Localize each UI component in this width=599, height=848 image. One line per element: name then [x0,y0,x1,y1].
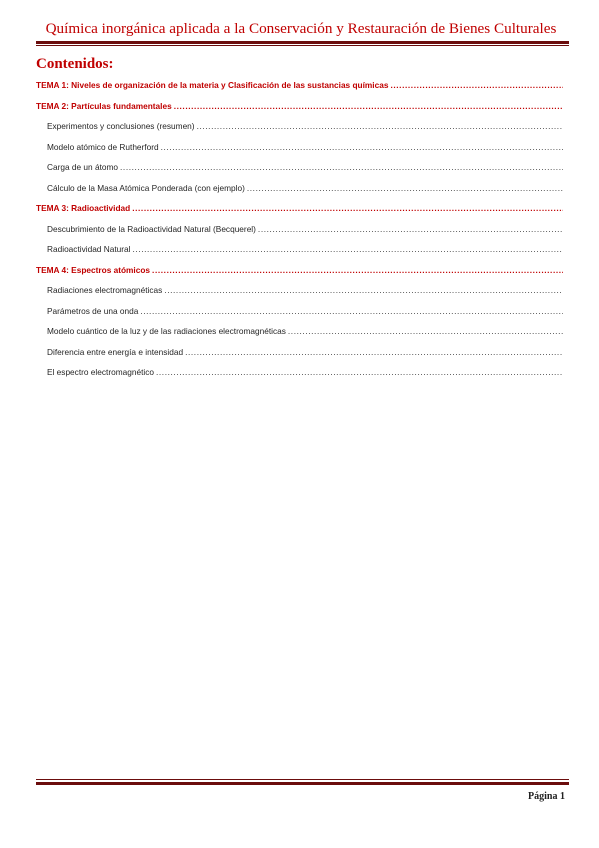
toc-entry-label: Carga de un átomo [47,162,119,172]
toc-entry-modelo-cuantico[interactable] [36,326,563,347]
toc-leader-dots [132,244,563,254]
toc-entry-label: Modelo atómico de Rutherford [47,141,159,152]
toc-entry-becquerel[interactable] [36,224,563,245]
toc-leader-dots [197,121,563,131]
footer-rule-thick [36,782,569,785]
toc-entry-label: Descubrimiento de la Radioactividad Natural (Becquerel) [47,223,256,234]
toc-entry-rutherford[interactable] [36,142,563,163]
toc-leader-dots [120,162,563,172]
toc-entry-label: TEMA 3: Radioactividad [36,203,131,213]
toc-entry-experimentos[interactable] [36,121,563,142]
toc-entry-tema-1[interactable] [36,80,563,101]
toc-leader-dots [164,285,563,295]
toc-entry-label: El espectro electromagnético [47,367,154,377]
toc-entry-radiaciones[interactable] [36,285,563,306]
toc-leader-dots [132,203,563,213]
toc-list [36,80,563,388]
toc-leader-dots [185,347,563,357]
toc-entry-tema-2[interactable] [36,101,563,122]
toc-leader-dots [390,80,563,90]
toc-entry-espectro[interactable] [36,367,563,388]
page-header-title: Química inorgánica aplicada a la Conservación y Restauración de Bienes Culturales [45,20,557,37]
toc-entry-tema-4[interactable] [36,265,563,286]
toc-leader-dots [247,183,563,193]
toc-entry-label: TEMA 4: Espectros atómicos [36,264,151,275]
footer-page-number: Página 1 [528,791,565,802]
toc-entry-label: Radioactividad Natural [47,244,131,254]
toc-entry-label: TEMA 2: Partículas fundamentales [36,100,172,111]
toc-leader-dots [156,367,563,377]
toc-leader-dots [140,306,563,316]
toc-leader-dots [174,101,563,111]
footer-rule-thin [36,779,569,780]
toc-leader-dots [161,142,563,152]
toc-entry-label: Parámetros de una onda [47,305,139,316]
header-rule-thin [36,45,569,46]
toc-leader-dots [152,265,563,275]
toc-heading: Contenidos: [36,56,114,72]
toc-leader-dots [288,326,563,336]
toc-entry-tema-3[interactable] [36,203,563,224]
toc-entry-radioactividad-natural[interactable] [36,244,563,265]
toc-entry-label: TEMA 1: Niveles de organización de la materia y Clasificación de las sustancias químicas [36,80,389,90]
header-rule-thick [36,41,569,44]
toc-entry-energia-intensidad[interactable] [36,347,563,368]
toc-entry-label: Experimentos y conclusiones (resumen) [47,121,195,131]
toc-entry-parametros-onda[interactable] [36,306,563,327]
toc-entry-label: Radiaciones electromagnéticas [47,285,163,295]
toc-entry-label: Diferencia entre energía e intensidad [47,346,184,357]
toc-entry-masa-atomica[interactable] [36,183,563,204]
toc-entry-carga-atomo[interactable] [36,162,563,183]
toc-leader-dots [258,224,563,234]
toc-entry-label: Cálculo de la Masa Atómica Ponderada (con ejemplo) [47,182,245,193]
toc-entry-label: Modelo cuántico de la luz y de las radiaciones electromagnéticas [47,326,286,336]
